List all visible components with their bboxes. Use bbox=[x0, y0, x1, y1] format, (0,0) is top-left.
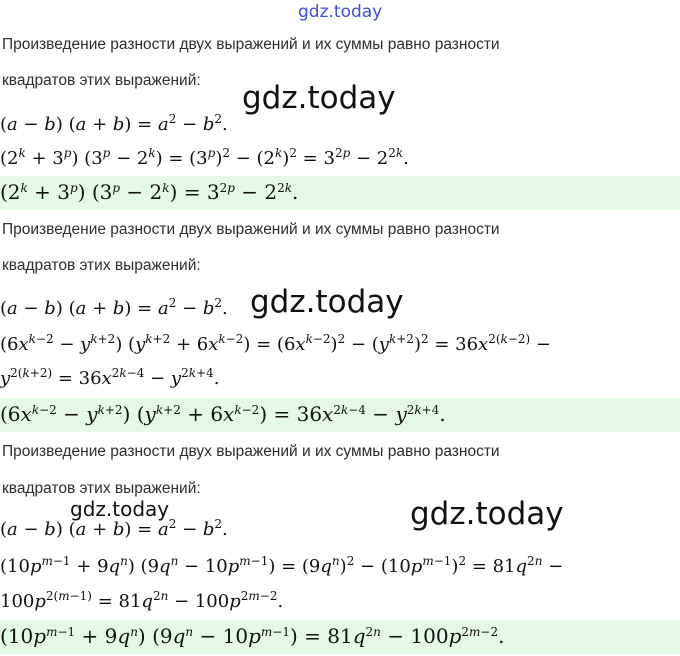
work-line-1: $(2^k + 3^p) (3^p - 2^k) = (3^p)^2 - (2^k)^2 = 3^{2p} - 2^{2k}$. bbox=[0, 146, 409, 169]
work-line-3b: $100p^{2(m-1)} = 81q^{2n} - 100p^{2m-2}$. bbox=[0, 589, 284, 612]
answer-formula-3: $(10p^{m-1} + 9q^n) (9q^n - 10p^{m-1}) = 81q^{2n} - 100p^{2m-2}$. bbox=[0, 624, 505, 648]
watermark-1: gdz.today bbox=[242, 80, 396, 116]
identity-formula-1: (a − b) $(a + b) = a^2 - b^2$. bbox=[0, 112, 228, 135]
rule-text-2b: квадратов этих выражений: bbox=[2, 257, 201, 274]
watermark-4: gdz.today bbox=[410, 496, 564, 532]
identity-formula-2: (a − b) $(a + b) = a^2 - b^2$. bbox=[0, 296, 228, 319]
rule-text-1b: квадратов этих выражений: bbox=[2, 72, 201, 89]
rule-text-3a: Произведение разности двух выражений и их суммы равно разности bbox=[2, 443, 500, 460]
watermark-top: gdz.today bbox=[298, 2, 383, 22]
identity-formula-3: (a − b) $(a + b) = a^2 - b^2$. bbox=[0, 517, 228, 540]
work-line-2a: $(6x^{k-2} - y^{k+2}) (y^{k+2} + 6x^{k-2}) = (6x^{k-2})^2 - (y^{k+2})^2 = 36x^{2(k-2)}$ − bbox=[0, 332, 551, 355]
rule-text-2a: Произведение разности двух выражений и их суммы равно разности bbox=[2, 221, 500, 238]
work-line-3a: $(10p^{m-1} + 9q^n) (9q^n - 10p^{m-1}) = (9q^n)^2 - (10p^{m-1})^2 = 81q^{2n}$ − bbox=[0, 554, 564, 577]
watermark-2: gdz.today bbox=[250, 284, 404, 320]
rule-text-1a: Произведение разности двух выражений и их суммы равно разности bbox=[2, 36, 500, 53]
answer-row-1 bbox=[0, 176, 680, 210]
work-line-2b: $y^{2(k+2)} = 36x^{2k-4} - y^{2k+4}$. bbox=[0, 366, 220, 389]
answer-row-2 bbox=[0, 398, 680, 432]
answer-row-3 bbox=[0, 620, 680, 654]
answer-formula-1: $(2^k + 3^p) (3^p - 2^k) = 3^{2p} - 2^{2k}$. bbox=[0, 180, 299, 204]
rule-text-3b: квадратов этих выражений: bbox=[2, 480, 201, 497]
answer-formula-2: $(6x^{k-2} - y^{k+2}) (y^{k+2} + 6x^{k-2}) = 36x^{2k-4} - y^{2k+4}$. bbox=[0, 402, 446, 426]
watermark-3: gdz.today bbox=[70, 497, 170, 521]
